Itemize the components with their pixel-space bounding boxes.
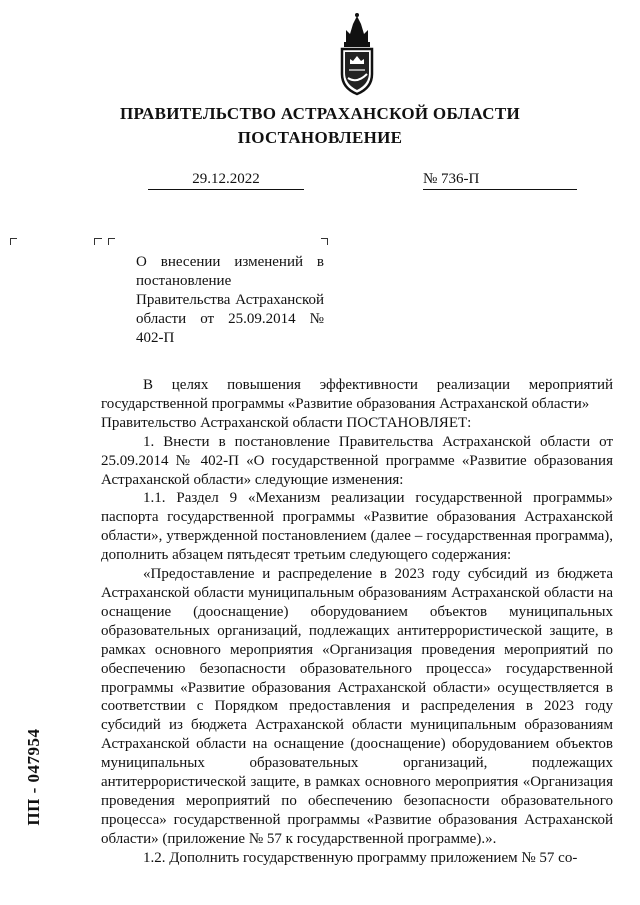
document-date: 29.12.2022 xyxy=(148,171,304,190)
item-1-2-paragraph: 1.2. Дополнить государственную программу приложением № 57 со- xyxy=(143,849,578,866)
organization-title: ПРАВИТЕЛЬСТВО АСТРАХАНСКОЙ ОБЛАСТИ xyxy=(120,104,520,123)
side-stamp-number: ПП - 047954 xyxy=(24,728,43,826)
corner-mark xyxy=(10,238,17,245)
preamble-paragraph: В целях повышения эффективности реализации мероприятий государственной программы «Развитие образования Астраханской области» xyxy=(101,377,613,412)
item-1-paragraph: 1. Внести в постановление Правительства Астраханской области от 25.09.2014 № 402-П «О государственной программе «Развитие образования Астраханской области» следующие изменения: xyxy=(101,433,613,488)
quote-paragraph: «Предоставление и распределение в 2023 году субсидий из бюджета Астраханской области муниципальным образованиям Астраханской области на оснащение (дооснащение) оборудованием объектов муниципальных образовательных организаций, подлежащих антитеррористической защите, в рамках основного мероприятия «Организация проведения мероприятий по обеспечению безопасности образовательного процесса» государственной программы «Развитие образования Астраханской области» осуществляется в соответствии с Порядком предоставления и распределения в 2023 году субсидий из бюджета Астраханской области муниципальным образованиям Астраханской области на оснащение (дооснащение) оборудованием объектов муниципальных образовательных организаций, подлежащих антитеррористической защите, в рамках основного мероприятия «Организация проведения мероприятий по обеспечению безопасности образовательного процесса» государственной программы «Развитие образования Астраханской области» (приложение № 57 к государственной программе).». xyxy=(101,566,613,847)
document-subject: О внесении изменений в постановление Правительства Астраханской области от 25.09.2014 № 402-П xyxy=(136,254,324,346)
document-type: ПОСТАНОВЛЕНИЕ xyxy=(237,128,403,147)
document-body xyxy=(101,376,613,868)
decree-paragraph: Правительство Астраханской области ПОСТАНОВЛЯЕТ: xyxy=(101,414,472,431)
corner-mark xyxy=(321,238,328,245)
corner-mark xyxy=(108,238,115,245)
document-number: № 736-П xyxy=(423,171,577,190)
corner-mark xyxy=(94,238,102,245)
item-1-1-paragraph: 1.1. Раздел 9 «Механизм реализации государственной программы» паспорта государственной программы «Развитие образования Астраханской области», утвержденной постановлением (далее – государственная программа), дополнить абзацем пятьдесят третьим следующего содержания: xyxy=(101,490,613,564)
coat-of-arms-icon xyxy=(334,12,380,96)
